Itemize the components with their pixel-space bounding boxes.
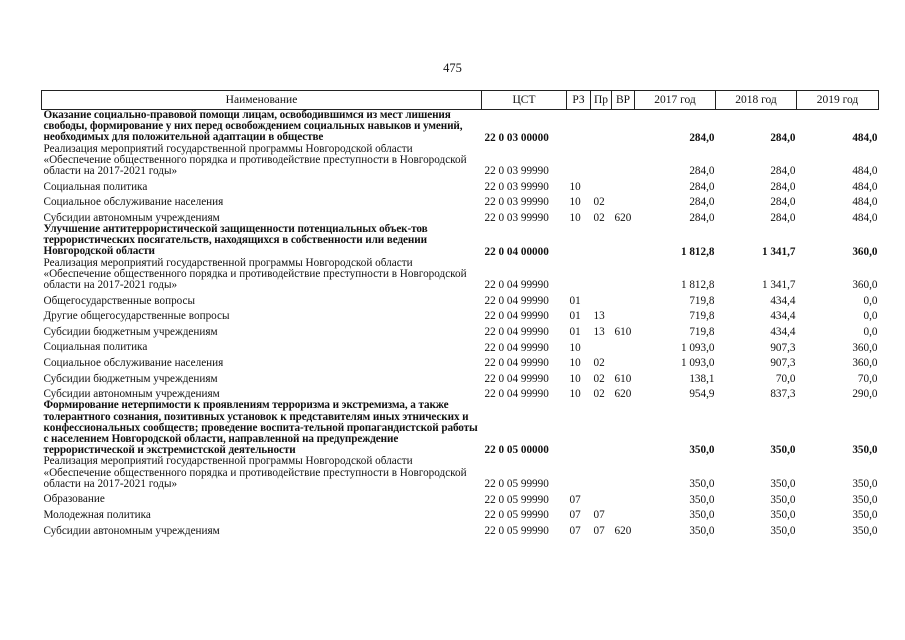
row-rz — [567, 110, 591, 144]
row-name: Социальная политика — [43, 180, 148, 193]
row-vr — [612, 400, 635, 456]
header-name: Наименование — [42, 91, 482, 110]
row-2017: 350,0 — [689, 478, 715, 490]
row-pr — [591, 456, 612, 490]
row-2019: 0,0 — [863, 310, 878, 323]
row-2017: 719,8 — [689, 310, 715, 323]
row-rz: 01 — [569, 294, 581, 307]
row-name: Другие общегосударственные вопросы — [43, 310, 230, 323]
row-2017: 1 093,0 — [680, 341, 715, 354]
row-2019: 290,0 — [852, 388, 878, 401]
row-rz: 01 — [569, 326, 581, 338]
row-2018: 284,0 — [770, 212, 796, 224]
row-name: Социальное обслуживание населения — [43, 356, 224, 369]
row-vr — [612, 110, 635, 144]
row-cst: 22 0 03 99990 — [484, 196, 549, 209]
table-row — [42, 291, 879, 307]
row-name: Субсидии бюджетным учреждениям — [43, 372, 218, 385]
row-pr: 02 — [593, 388, 605, 401]
row-2019: 350,0 — [852, 509, 878, 522]
row-pr — [591, 400, 612, 456]
row-vr — [612, 177, 635, 193]
row-2017: 954,9 — [689, 388, 715, 401]
row-2018: 284,0 — [770, 196, 796, 209]
row-pr — [591, 258, 612, 292]
row-2017: 350,0 — [689, 524, 715, 537]
row-2018: 907,3 — [770, 341, 796, 354]
row-2019: 0,0 — [863, 294, 878, 307]
row-2019: 484,0 — [852, 131, 878, 144]
row-name: Субсидии бюджетным учреждениям — [43, 325, 218, 338]
row-2018: 350,0 — [770, 493, 796, 506]
row-rz: 07 — [569, 493, 581, 506]
row-rz — [567, 224, 591, 258]
table-row — [42, 456, 879, 490]
row-rz: 10 — [569, 212, 581, 224]
row-2018: 350,0 — [770, 509, 796, 522]
row-cst: 22 0 03 99990 — [484, 212, 549, 224]
table-row — [42, 177, 879, 193]
row-vr — [612, 224, 635, 258]
row-2019: 484,0 — [852, 165, 878, 178]
row-rz: 10 — [569, 388, 581, 401]
row-pr: 02 — [593, 212, 605, 224]
row-cst: 22 0 05 99990 — [484, 493, 549, 506]
row-vr — [612, 506, 635, 522]
row-cst: 22 0 04 99990 — [484, 279, 549, 292]
row-name: Формирование нетерпимости к проявлениям терроризма и экстремизма, а также толерантного сознания, позитивных установок к представителям иных этнических и конфессиональных сообществ; проведение воспита-тельной пропагандистской работы с населением Новгородской области, направленной на предупреждение террористической и экстремистской деятельности — [43, 400, 478, 457]
table-row — [42, 258, 879, 292]
row-pr: 13 — [593, 326, 605, 338]
row-2018: 434,4 — [770, 310, 796, 323]
row-cst: 22 0 03 99990 — [484, 165, 549, 178]
page-number: 475 — [443, 61, 462, 75]
row-name: Оказание социально-правовой помощи лицам, освободившимся из мест лишения свободы, формирование у них перед освобождением социальных навыков и умений, необходимых для положительной адаптации в обществе — [43, 109, 463, 144]
table-row — [42, 307, 879, 323]
row-vr: 610 — [614, 326, 632, 338]
row-name: Образование — [43, 493, 105, 506]
row-pr: 02 — [593, 357, 605, 370]
table-body — [42, 110, 879, 537]
row-name: Социальное обслуживание населения — [43, 196, 224, 209]
table-row — [42, 208, 879, 224]
row-2017: 1 812,8 — [680, 245, 715, 258]
row-name: Общегосударственные вопросы — [43, 294, 196, 307]
table-row — [42, 338, 879, 354]
row-2019: 70,0 — [857, 372, 878, 385]
header-2017: 2017 год — [635, 91, 716, 110]
row-rz — [567, 144, 591, 178]
row-pr — [591, 110, 612, 144]
row-pr — [591, 338, 612, 354]
header-rz: РЗ — [567, 91, 591, 110]
row-2019: 350,0 — [852, 524, 878, 537]
table-row — [42, 521, 879, 537]
row-pr — [591, 144, 612, 178]
row-rz: 01 — [569, 310, 581, 323]
row-2017: 350,0 — [689, 444, 715, 457]
row-2018: 434,4 — [770, 294, 796, 307]
table-row — [42, 110, 879, 144]
row-2017: 284,0 — [689, 165, 715, 178]
row-name: Реализация мероприятий государственной программы Новгородской области «Обеспечение общественного порядка и противодействие преступности в Новгородской области на 2017-2021 годы» — [43, 143, 467, 178]
row-pr: 02 — [593, 196, 605, 209]
row-cst: 22 0 04 99990 — [484, 357, 549, 370]
row-rz: 07 — [569, 509, 581, 522]
table-row — [42, 369, 879, 385]
row-cst: 22 0 04 99990 — [484, 372, 549, 385]
row-2018: 350,0 — [770, 524, 796, 537]
row-cst: 22 0 05 99990 — [484, 478, 549, 490]
table-row — [42, 224, 879, 258]
row-2017: 284,0 — [689, 180, 715, 193]
header-pr: Пр — [591, 91, 612, 110]
row-rz: 10 — [569, 341, 581, 354]
row-name: Улучшение антитеррористической защищенности потенциальных объек-тов террористических посягательств, находящихся в собственности или ведении Новгородской области — [43, 224, 428, 258]
budget-table — [41, 90, 879, 537]
row-vr — [612, 338, 635, 354]
row-cst: 22 0 05 99990 — [484, 509, 549, 522]
row-2019: 484,0 — [852, 180, 878, 193]
row-cst: 22 0 04 99990 — [484, 341, 549, 354]
row-cst: 22 0 04 99990 — [484, 326, 549, 338]
row-name: Социальная политика — [43, 341, 148, 354]
row-vr — [612, 144, 635, 178]
header-cst: ЦСТ — [482, 91, 567, 110]
row-vr: 620 — [614, 524, 632, 537]
row-2019: 0,0 — [863, 326, 878, 338]
row-vr: 610 — [614, 372, 632, 385]
row-cst: 22 0 03 00000 — [484, 131, 549, 144]
row-cst: 22 0 05 00000 — [484, 444, 549, 457]
row-rz: 07 — [569, 524, 581, 537]
row-name: Реализация мероприятий государственной программы Новгородской области «Обеспечение общественного порядка и противодействие преступности в Новгородской области на 2017-2021 годы» — [43, 456, 467, 490]
row-2019: 350,0 — [852, 478, 878, 490]
table-row — [42, 506, 879, 522]
row-name: Субсидии автономным учреждениям — [43, 388, 220, 401]
row-rz — [567, 258, 591, 292]
row-pr — [591, 291, 612, 307]
row-2019: 484,0 — [852, 196, 878, 209]
table-header — [42, 91, 879, 110]
table-row — [42, 193, 879, 209]
row-pr — [591, 224, 612, 258]
row-cst: 22 0 04 00000 — [484, 245, 549, 258]
header-vr: ВР — [612, 91, 635, 110]
row-name: Субсидии автономным учреждениям — [43, 211, 220, 224]
row-2019: 484,0 — [852, 212, 878, 224]
table-row — [42, 490, 879, 506]
row-pr — [591, 490, 612, 506]
row-2018: 907,3 — [770, 357, 796, 370]
row-2019: 360,0 — [852, 341, 878, 354]
row-2019: 360,0 — [852, 245, 878, 258]
row-2017: 284,0 — [689, 131, 715, 144]
row-vr — [612, 258, 635, 292]
row-pr: 02 — [593, 372, 605, 385]
table-row — [42, 400, 879, 456]
row-2019: 360,0 — [852, 279, 878, 292]
row-2017: 1 812,8 — [680, 279, 715, 292]
row-2018: 284,0 — [770, 180, 796, 193]
row-2017: 138,1 — [689, 372, 715, 385]
header-2019: 2019 год — [797, 91, 879, 110]
row-cst: 22 0 05 99990 — [484, 524, 549, 537]
row-rz: 10 — [569, 180, 581, 193]
row-pr — [591, 177, 612, 193]
row-pr: 07 — [593, 524, 605, 537]
row-cst: 22 0 04 99990 — [484, 310, 549, 323]
header-2018: 2018 год — [716, 91, 797, 110]
row-rz — [567, 400, 591, 456]
row-2017: 350,0 — [689, 509, 715, 522]
row-2019: 360,0 — [852, 357, 878, 370]
row-vr — [612, 193, 635, 209]
table-row — [42, 144, 879, 178]
row-rz — [567, 456, 591, 490]
table-row — [42, 322, 879, 338]
row-name: Субсидии автономным учреждениям — [43, 524, 220, 537]
row-rz: 10 — [569, 196, 581, 209]
row-cst: 22 0 04 99990 — [484, 294, 549, 307]
row-2018: 434,4 — [770, 326, 796, 338]
row-2018: 284,0 — [770, 131, 796, 144]
row-vr — [612, 307, 635, 323]
row-2018: 70,0 — [775, 372, 796, 385]
row-2018: 350,0 — [770, 444, 796, 457]
row-vr — [612, 291, 635, 307]
row-2017: 719,8 — [689, 326, 715, 338]
row-2017: 284,0 — [689, 212, 715, 224]
table-row — [42, 385, 879, 401]
row-cst: 22 0 03 99990 — [484, 180, 549, 193]
row-2018: 1 341,7 — [761, 245, 796, 258]
row-name: Реализация мероприятий государственной программы Новгородской области «Обеспечение общественного порядка и противодействие преступности в Новгородской области на 2017-2021 годы» — [43, 257, 467, 292]
row-2018: 837,3 — [770, 388, 796, 401]
row-2017: 284,0 — [689, 196, 715, 209]
row-name: Молодежная политика — [43, 508, 151, 521]
row-rz: 10 — [569, 372, 581, 385]
row-2019: 350,0 — [852, 444, 878, 457]
row-2018: 1 341,7 — [761, 279, 796, 292]
row-rz: 10 — [569, 357, 581, 370]
row-2018: 350,0 — [770, 478, 796, 490]
row-cst: 22 0 04 99990 — [484, 388, 549, 401]
row-2019: 350,0 — [852, 493, 878, 506]
row-2018: 284,0 — [770, 165, 796, 178]
row-2017: 719,8 — [689, 294, 715, 307]
row-vr — [612, 456, 635, 490]
table-row — [42, 354, 879, 370]
row-pr: 07 — [593, 509, 605, 522]
row-pr: 13 — [593, 310, 605, 323]
row-2017: 350,0 — [689, 493, 715, 506]
row-vr — [612, 490, 635, 506]
row-vr: 620 — [614, 388, 632, 401]
row-vr: 620 — [614, 212, 632, 224]
row-2017: 1 093,0 — [680, 357, 715, 370]
row-vr — [612, 354, 635, 370]
